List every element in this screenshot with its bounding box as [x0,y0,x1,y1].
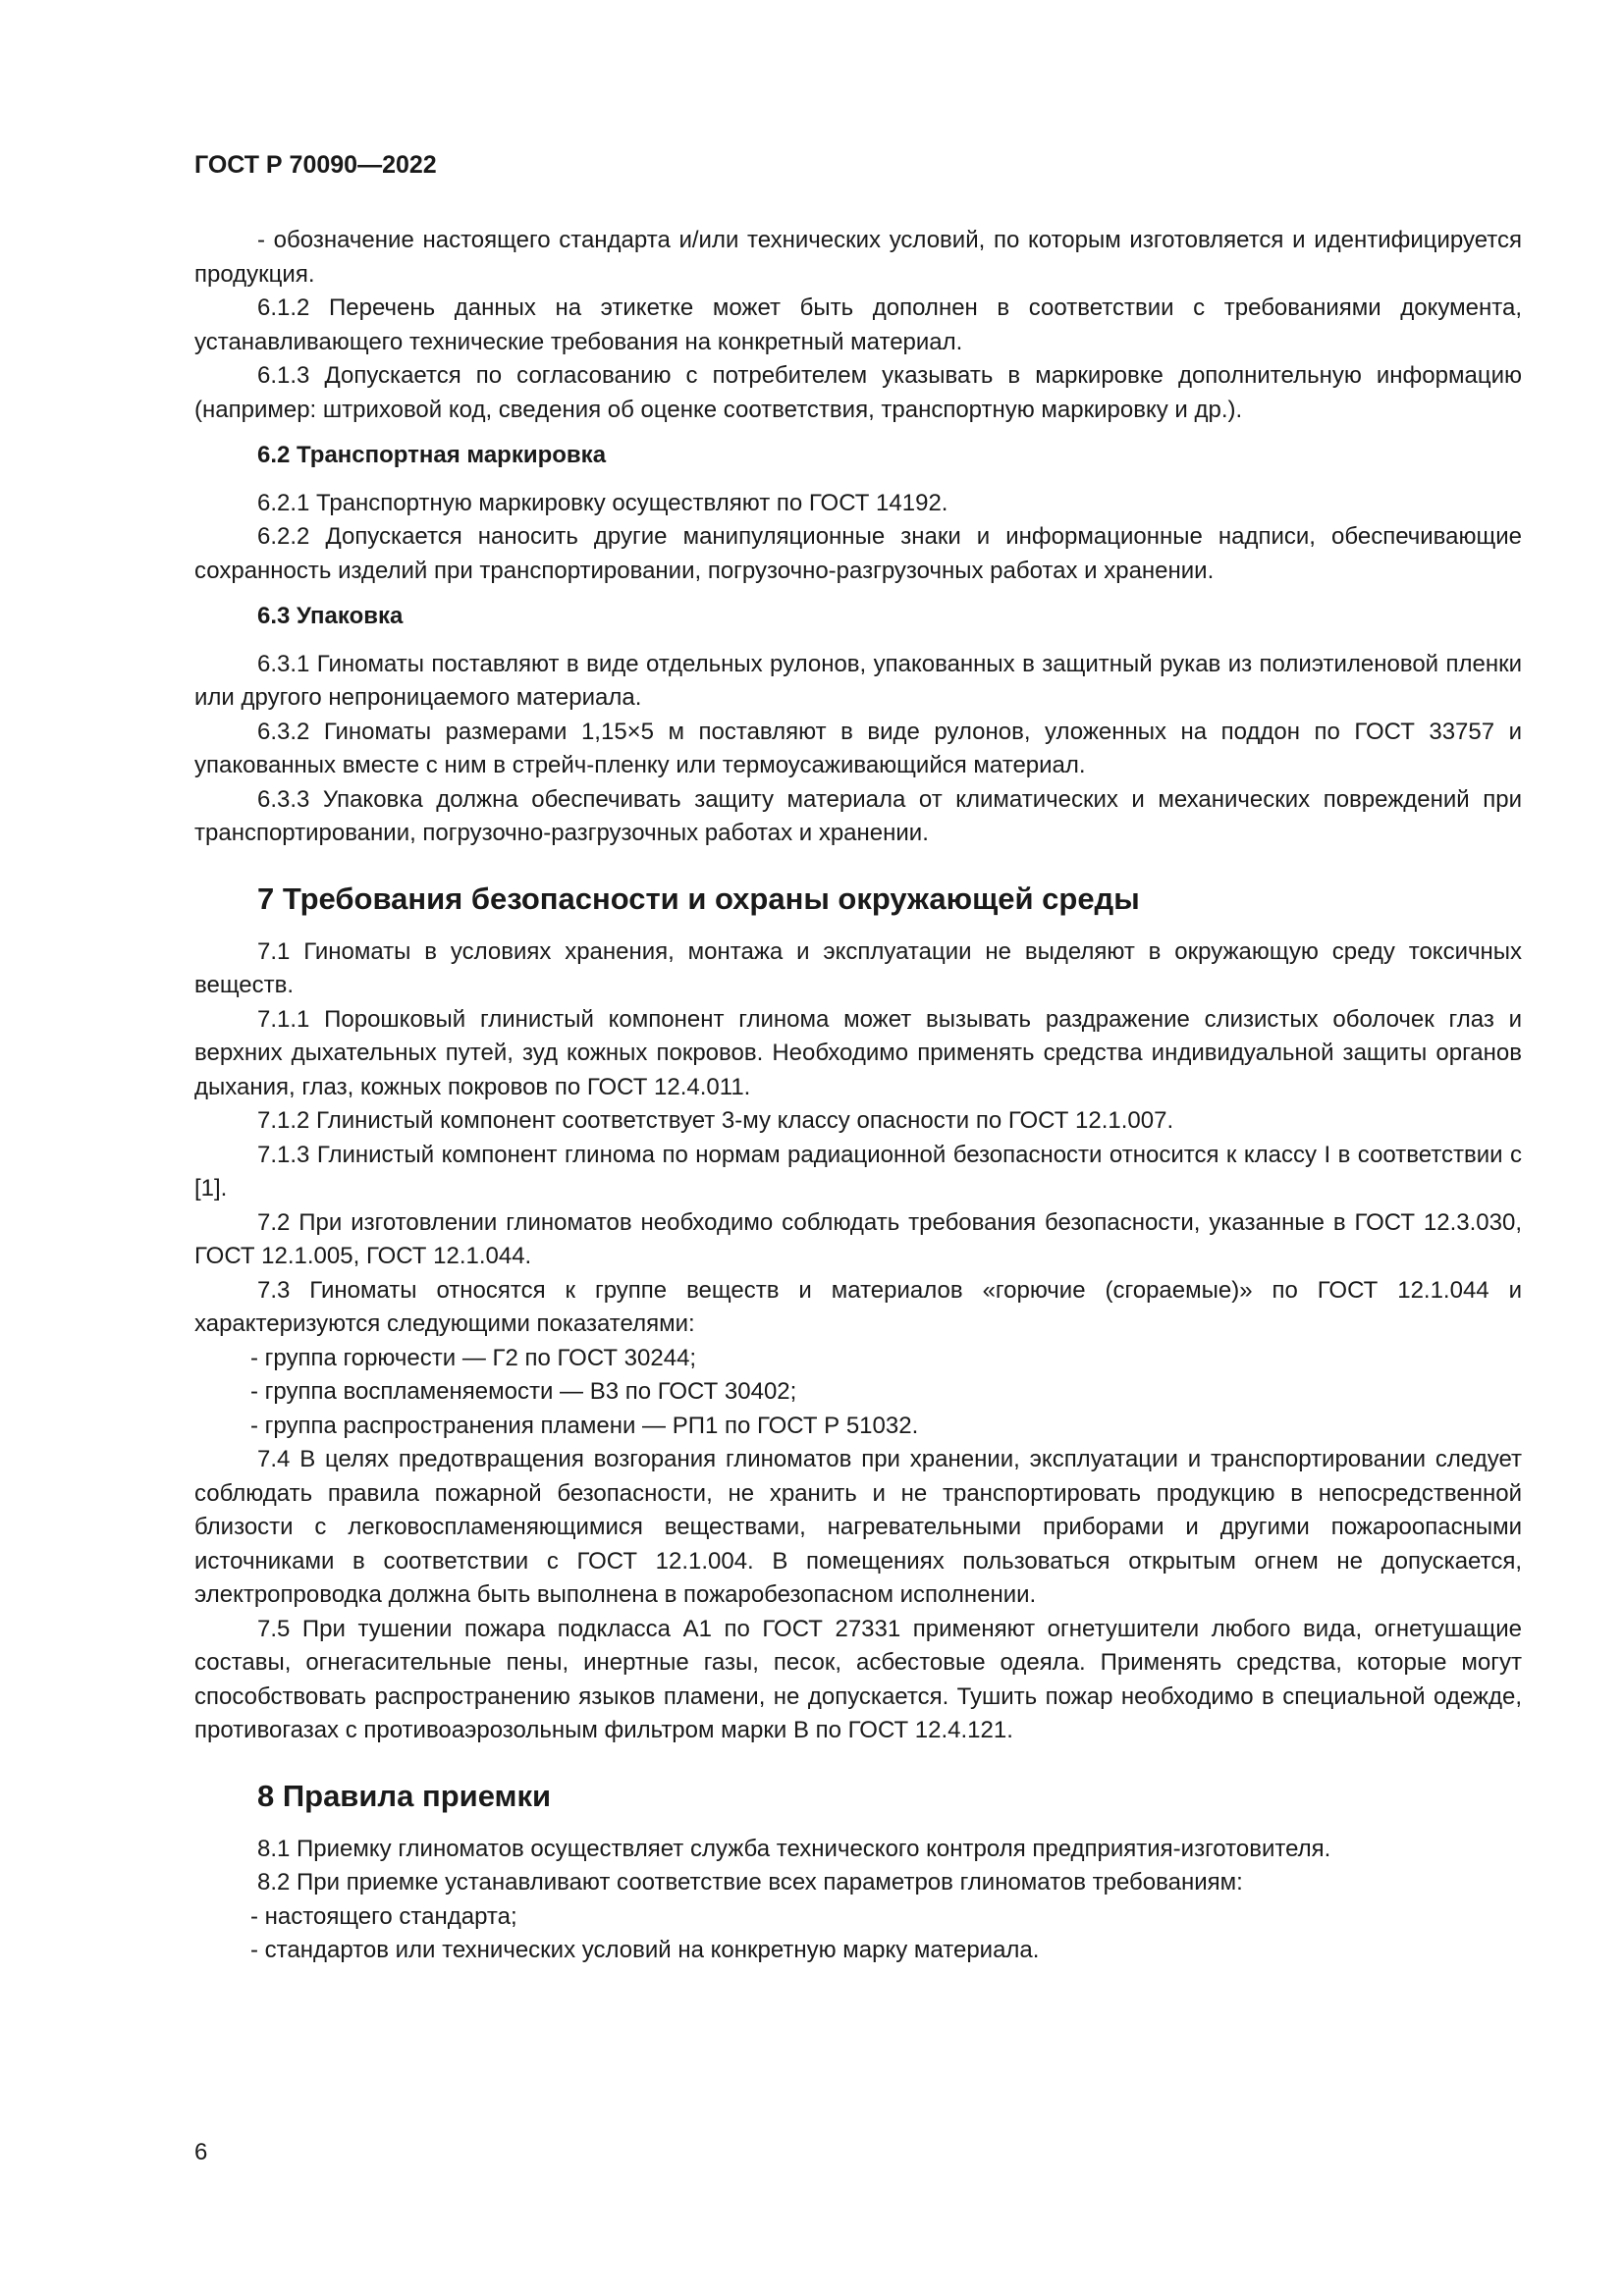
list-item: - группа горючести — Г2 по ГОСТ 30244; [250,1344,697,1371]
paragraph: 6.1.2 Перечень данных на этикетке может быть дополнен в соответствии с требованиями документа, устанавливающего технические требования на конкретный материал. [194,294,1522,355]
section-heading-7: 7 Требования безопасности и охраны окружающей среды [257,881,1140,916]
paragraph: 7.1.1 Порошковый глинистый компонент глинома может вызывать раздражение слизистых оболочек глаз и верхних дыхательных путей, зуд кожных покровов. Необходимо применять средства индивидуальной защиты органов дыхания, глаз, кожных покровов по ГОСТ 12.4.011. [194,1005,1522,1100]
paragraph: 7.1.2 Глинистый компонент соответствует 3-му классу опасности по ГОСТ 12.1.007. [257,1107,1174,1134]
paragraph: 7.4 В целях предотвращения возгорания глиноматов при хранении, эксплуатации и транспортировании следует соблюдать правила пожарной безопасности, не хранить и не транспортировать продукцию в непосредственной близости с легковоспламеняющимися веществами, нагревательными приборами и другими пожароопасными источниками в соответствии с ГОСТ 12.1.004. В помещениях пользоваться открытым огнем не допускается, электропроводка должна быть выполнена в пожаробезопасном исполнении. [194,1446,1522,1608]
section-heading-8: 8 Правила приемки [257,1778,552,1813]
list-item: - группа распространения пламени — РП1 по ГОСТ Р 51032. [250,1412,919,1439]
paragraph: 8.2 При приемке устанавливают соответствие всех параметров глиноматов требованиям: [257,1869,1243,1896]
paragraph: 6.3.1 Гиноматы поставляют в виде отдельных рулонов, упакованных в защитный рукав из полиэтиленовой пленки или другого непроницаемого материала. [194,650,1522,711]
paragraph: 6.2.1 Транспортную маркировку осуществляют по ГОСТ 14192. [257,489,948,516]
list-item: - настоящего стандарта; [250,1902,517,1930]
paragraph: 8.1 Приемку глиноматов осуществляет служба технического контроля предприятия-изготовителя. [257,1835,1331,1862]
paragraph: 7.3 Гиноматы относятся к группе веществ и материалов «горючие (сгораемые)» по ГОСТ 12.1.044 и характеризуются следующими показателями: [194,1276,1522,1337]
paragraph: 7.1.3 Глинистый компонент глинома по нормам радиационной безопасности относится к классу I в соответствии с [1]. [194,1141,1522,1201]
document-page [194,147,1522,1968]
paragraph: 6.3.2 Гиноматы размерами 1,15×5 м поставляют в виде рулонов, уложенных на поддон по ГОСТ 33757 и упакованных вместе с ним в стрейч-пленку или термоусаживающийся материал. [194,718,1522,778]
list-item: - стандартов или технических условий на конкретную марку материала. [250,1937,1040,1963]
paragraph: 6.1.3 Допускается по согласованию с потребителем указывать в маркировке дополнительную информацию (например: штриховой код, сведения об оценке соответствия, транспортную маркировку и др.). [194,362,1522,423]
paragraph: 7.2 При изготовлении глиноматов необходимо соблюдать требования безопасности, указанные в ГОСТ 12.3.030, ГОСТ 12.1.005, ГОСТ 12.1.044. [194,1208,1522,1269]
paragraph: 6.2.2 Допускается наносить другие манипуляционные знаки и информационные надписи, обеспечивающие сохранность изделий при транспортировании, погрузочно-разгрузочных работах и хранении. [194,523,1522,584]
paragraph: - обозначение настоящего стандарта и/или технических условий, по которым изготовляется и идентифицируется продукция. [194,227,1522,288]
paragraph: 6.3.3 Упаковка должна обеспечивать защиту материала от климатических и механических повреждений при транспортировании, погрузочно-разгрузочных работах и хранении. [194,785,1522,846]
subsection-heading-6-2: 6.2 Транспортная маркировка [257,442,607,468]
list-item: - группа воспламеняемости — В3 по ГОСТ 30402; [250,1378,797,1405]
subsection-heading-6-3: 6.3 Упаковка [257,603,404,629]
paragraph: 7.1 Гиноматы в условиях хранения, монтажа и эксплуатации не выделяют в окружающую среду токсичных веществ. [194,937,1522,998]
document-code: ГОСТ Р 70090—2022 [194,151,437,179]
page-number: 6 [194,2139,208,2165]
paragraph: 7.5 При тушении пожара подкласса А1 по ГОСТ 27331 применяют огнетушители любого вида, огнетушащие составы, огнегасительные пены, инертные газы, песок, асбестовые одеяла. Применять средства, которые могут способствовать распространению языков пламени, не допускается. Тушить пожар необходимо в специальной одежде, противогазах с противоаэрозольным фильтром марки В по ГОСТ 12.4.121. [194,1615,1522,1743]
